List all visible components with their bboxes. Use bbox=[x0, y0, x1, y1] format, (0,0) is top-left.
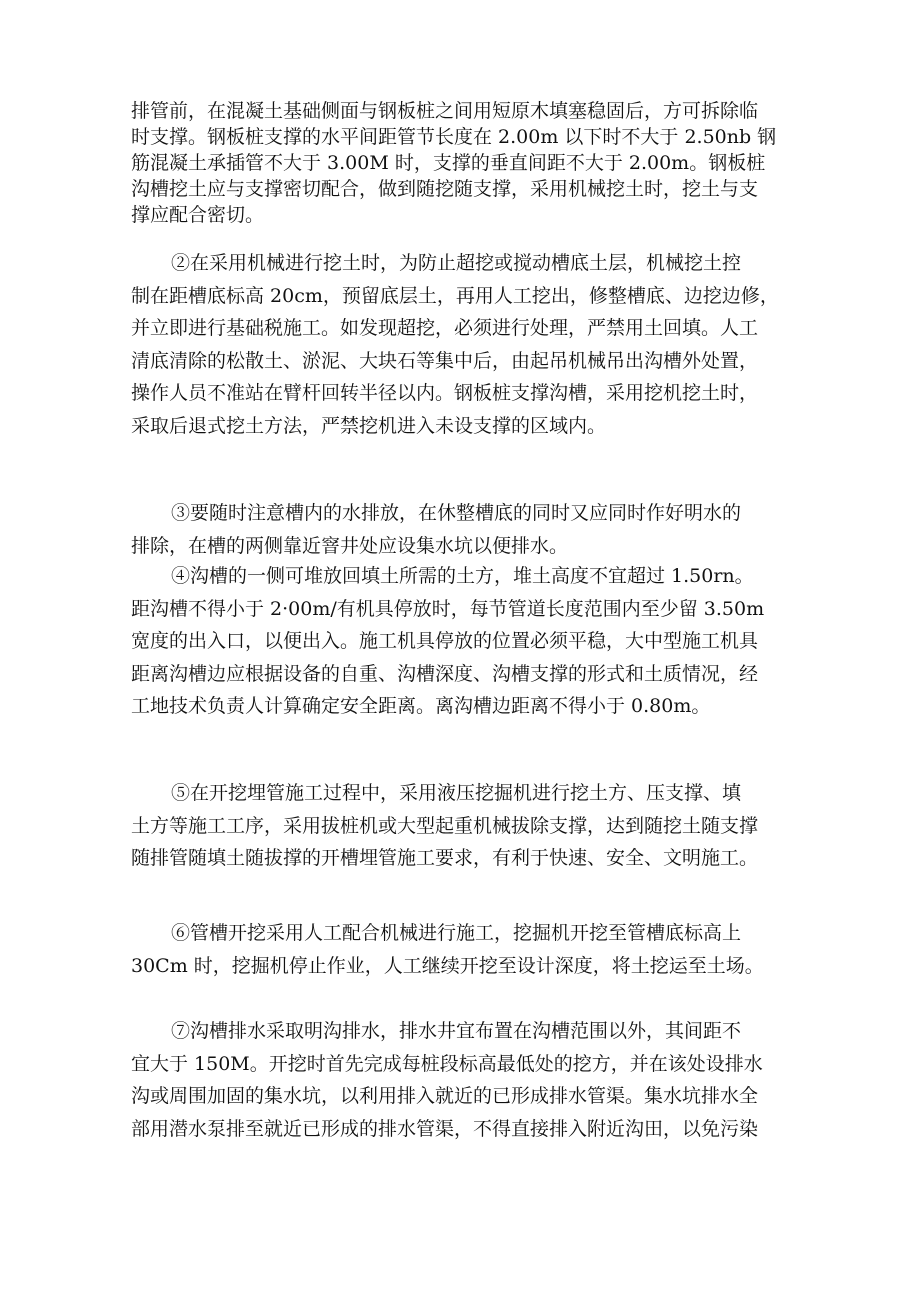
paragraph-item-3 bbox=[131, 497, 811, 562]
paragraph-line: 部用潜水泵排至就近已形成的排水管渠，不得直接排入附近沟田，以免污染 bbox=[131, 1117, 759, 1140]
paragraph-line: 排除，在槽的两侧靠近窨井处应设集水坑以便排水。 bbox=[131, 534, 569, 557]
paragraph-item-6 bbox=[131, 917, 811, 982]
paragraph-line: 30Cm 时，挖掘机停止作业，人工继续开挖至设计深度，将土挖运至土场。 bbox=[131, 954, 764, 977]
paragraph-line: 距离沟槽边应根据设备的自重、沟槽深度、沟槽支撑的形式和土质情况，经 bbox=[131, 662, 759, 685]
paragraph-line: ③要随时注意槽内的水排放，在休整槽底的同时又应同时作好明水的 bbox=[171, 502, 742, 524]
paragraph-item-2 bbox=[131, 247, 811, 443]
paragraph-continued-shoring bbox=[131, 98, 811, 228]
paragraph-line: 沟槽挖土应与支撑密切配合，做到随挖随支撑，采用机械挖土时，挖土与支 bbox=[131, 178, 759, 200]
paragraph-line: 宜大于 150M。开挖时首先完成每桩段标高最低处的挖方，并在该处设排水 bbox=[131, 1052, 763, 1075]
paragraph-line: 排管前，在混凝土基础侧面与钢板桩之间用短原木填塞稳固后，方可拆除临 bbox=[131, 100, 759, 122]
paragraph-line: 土方等施工工序，采用拔桩机或大型起重机械拔除支撑，达到随挖土随支撑 bbox=[131, 814, 759, 837]
paragraph-line: 工地技术负责人计算确定安全距离。离沟槽边距离不得小于 0.80m。 bbox=[131, 695, 711, 718]
paragraph-line: ②在采用机械进行挖土时，为防止超挖或搅动槽底土层，机械挖土控 bbox=[171, 252, 742, 274]
paragraph-line: 宽度的出入口，以便出入。施工机具停放的位置必须平稳，大中型施工机具 bbox=[131, 630, 759, 653]
paragraph-line: 撑应配合密切。 bbox=[131, 204, 265, 226]
paragraph-line: 制在距槽底标高 20cm，预留底层土，再用人工挖出，修整槽底、边挖边修， bbox=[131, 284, 779, 307]
paragraph-item-7 bbox=[131, 1015, 811, 1145]
paragraph-item-4 bbox=[131, 560, 811, 723]
paragraph-line: ④沟槽的一侧可堆放回填土所需的土方，堆土高度不宜超过 1.50rn。 bbox=[171, 565, 754, 587]
paragraph-line: 时支撑。钢板桩支撑的水平间距管节长度在 2.00m 以下时不大于 2.50nb 钢 bbox=[131, 126, 777, 148]
paragraph-line: 并立即进行基础税施工。如发现超挖，必须进行处理，严禁用土回填。人工 bbox=[131, 317, 759, 340]
paragraph-line: ⑦沟槽排水采取明沟排水，排水井宜布置在沟槽范围以外，其间距不 bbox=[171, 1020, 742, 1042]
paragraph-line: 距沟槽不得小于 2·00m/有机具停放时，每节管道长度范围内至少留 3.50m bbox=[131, 597, 765, 620]
paragraph-line: 随排管随填土随拔撑的开槽埋管施工要求，有利于快速、安全、文明施工。 bbox=[131, 847, 759, 870]
paragraph-line: ⑥管槽开挖采用人工配合机械进行施工，挖掘机开挖至管槽底标高上 bbox=[171, 922, 742, 944]
paragraph-line: 清底清除的松散土、淤泥、大块石等集中后，由起吊机械吊出沟槽外处置， bbox=[131, 349, 759, 372]
paragraph-line: ⑤在开挖埋管施工过程中，采用液压挖掘机进行挖土方、压支撑、填 bbox=[171, 782, 742, 804]
paragraph-line: 操作人员不准站在臂杆回转半径以内。钢板桩支撑沟槽，采用挖机挖土时， bbox=[131, 382, 759, 405]
paragraph-line: 筋混凝土承插管不大于 3.00M 时，支撑的垂直间距不大于 2.00m。钢板桩 bbox=[131, 152, 766, 174]
paragraph-item-5 bbox=[131, 777, 811, 875]
paragraph-line: 采取后退式挖土方法，严禁挖机进入未设支撑的区域内。 bbox=[131, 414, 607, 437]
paragraph-line: 沟或周围加固的集水坑，以利用排入就近的已形成排水管渠。集水坑排水全 bbox=[131, 1085, 759, 1108]
